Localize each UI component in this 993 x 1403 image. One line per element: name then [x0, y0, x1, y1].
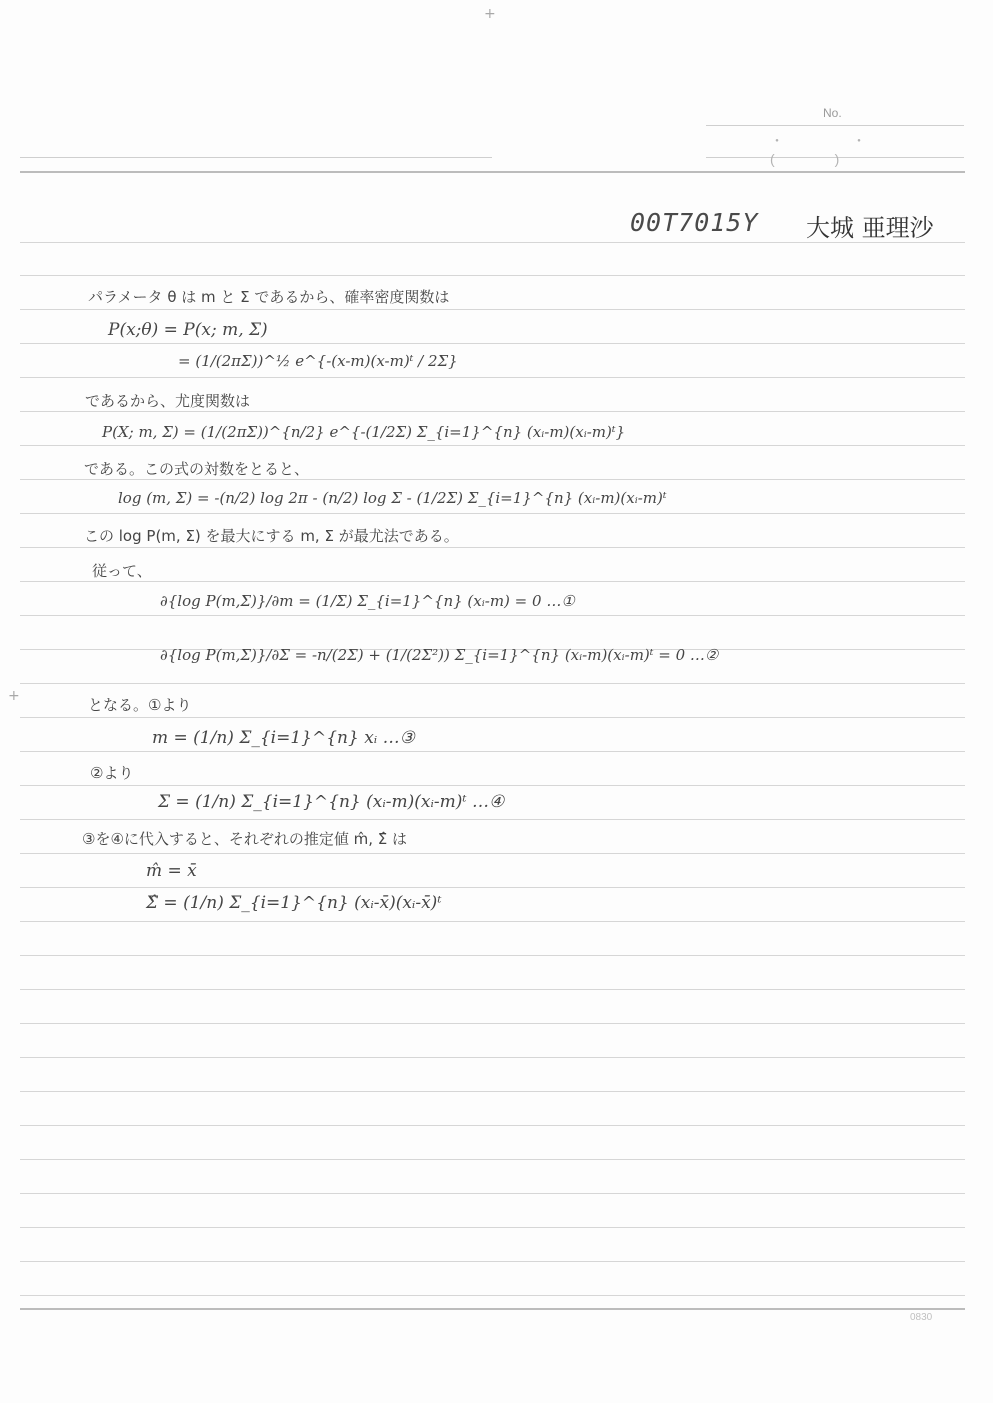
ruled-line	[20, 1227, 965, 1228]
ruled-line	[20, 1091, 965, 1092]
crop-mark-left: +	[8, 688, 20, 704]
note-line: ②より	[90, 764, 134, 782]
note-line: ③を④に代入すると、それぞれの推定値 m̂, Σ̂ は	[82, 830, 408, 848]
ruled-line	[20, 785, 965, 786]
student-name: 大城 亜理沙	[806, 214, 934, 242]
ruled-line	[20, 377, 965, 378]
note-line: であるから、尤度関数は	[85, 392, 251, 410]
note-line: 従って、	[92, 562, 152, 580]
ruled-line	[20, 921, 965, 922]
equation-line: m̂ = x̄	[146, 861, 197, 881]
note-line: この log P(m, Σ) を最大にする m, Σ が最尤法である。	[84, 527, 459, 545]
footer-code: 0830	[910, 1312, 933, 1323]
ruled-line	[20, 1125, 965, 1126]
top-rule	[20, 171, 965, 173]
ruled-line	[20, 1057, 965, 1058]
equation-line: ∂{log P(m,Σ)}/∂Σ = -n/(2Σ) + (1/(2Σ²)) Σ_{i=1}^{n} (xᵢ-m)(xᵢ-m)ᵗ = 0 …②	[160, 646, 719, 664]
equation-line: ∂{log P(m,Σ)}/∂m = (1/Σ) Σ_{i=1}^{n} (xᵢ-m) = 0 …①	[160, 592, 575, 610]
page-number-label: No.	[823, 106, 842, 120]
ruled-line	[20, 1023, 965, 1024]
ruled-line	[20, 615, 965, 616]
equation-line: Σ̂ = (1/n) Σ_{i=1}^{n} (xᵢ-x̄)(xᵢ-x̄)ᵗ	[146, 893, 442, 913]
ruled-line	[20, 955, 965, 956]
ruled-line	[20, 581, 965, 582]
date-slot	[770, 131, 993, 167]
note-line: となる。①より	[88, 696, 192, 714]
ruled-line	[20, 479, 965, 480]
equation-line: log (m, Σ) = -(n/2) log 2π - (n/2) log Σ - (1/2Σ) Σ_{i=1}^{n} (xᵢ-m)(xᵢ-m)ᵗ	[118, 489, 667, 507]
ruled-line	[20, 547, 965, 548]
date-paren-close: )	[834, 151, 842, 167]
equation-line: = (1/(2πΣ))^½ e^{-(x-m)(x-m)ᵗ / 2Σ}	[178, 352, 458, 370]
ruled-line	[20, 751, 965, 752]
bottom-rule	[20, 1308, 965, 1310]
student-id: 00T7015Y	[630, 208, 759, 237]
equation-line: Σ = (1/n) Σ_{i=1}^{n} (xᵢ-m)(xᵢ-m)ᵗ …④	[158, 792, 505, 812]
ruled-line	[20, 343, 965, 344]
equation-line: m = (1/n) Σ_{i=1}^{n} xᵢ …③	[152, 728, 415, 748]
ruled-line	[20, 1295, 965, 1296]
ruled-line	[20, 513, 965, 514]
ruled-line	[20, 683, 965, 684]
ruled-line	[20, 275, 965, 276]
equation-line: P(X; m, Σ) = (1/(2πΣ))^{n/2} e^{-(1/2Σ) Σ_{i=1}^{n} (xᵢ-m)(xᵢ-m)ᵗ}	[102, 423, 626, 441]
ruled-line	[20, 1261, 965, 1262]
ruled-line	[20, 989, 965, 990]
note-line: である。この式の対数をとると、	[84, 460, 310, 478]
header-left-line	[20, 157, 492, 158]
ruled-line	[20, 853, 965, 854]
ruled-line	[20, 1193, 965, 1194]
note-line: パラメータ θ は m と Σ であるから、確率密度関数は	[88, 288, 450, 306]
crop-mark-top: +	[484, 6, 496, 22]
date-dot-2: ・	[852, 133, 868, 149]
ruled-line	[20, 309, 965, 310]
date-paren-open: (	[770, 151, 777, 167]
ruled-line	[20, 819, 965, 820]
header-no-line	[706, 125, 964, 126]
ruled-line	[20, 445, 965, 446]
ruled-line	[20, 411, 965, 412]
ruled-line	[20, 887, 965, 888]
ruled-line	[20, 1159, 965, 1160]
date-dot-1: ・	[770, 133, 786, 149]
equation-line: P(x;θ) = P(x; m, Σ)	[108, 320, 268, 340]
ruled-line	[20, 717, 965, 718]
